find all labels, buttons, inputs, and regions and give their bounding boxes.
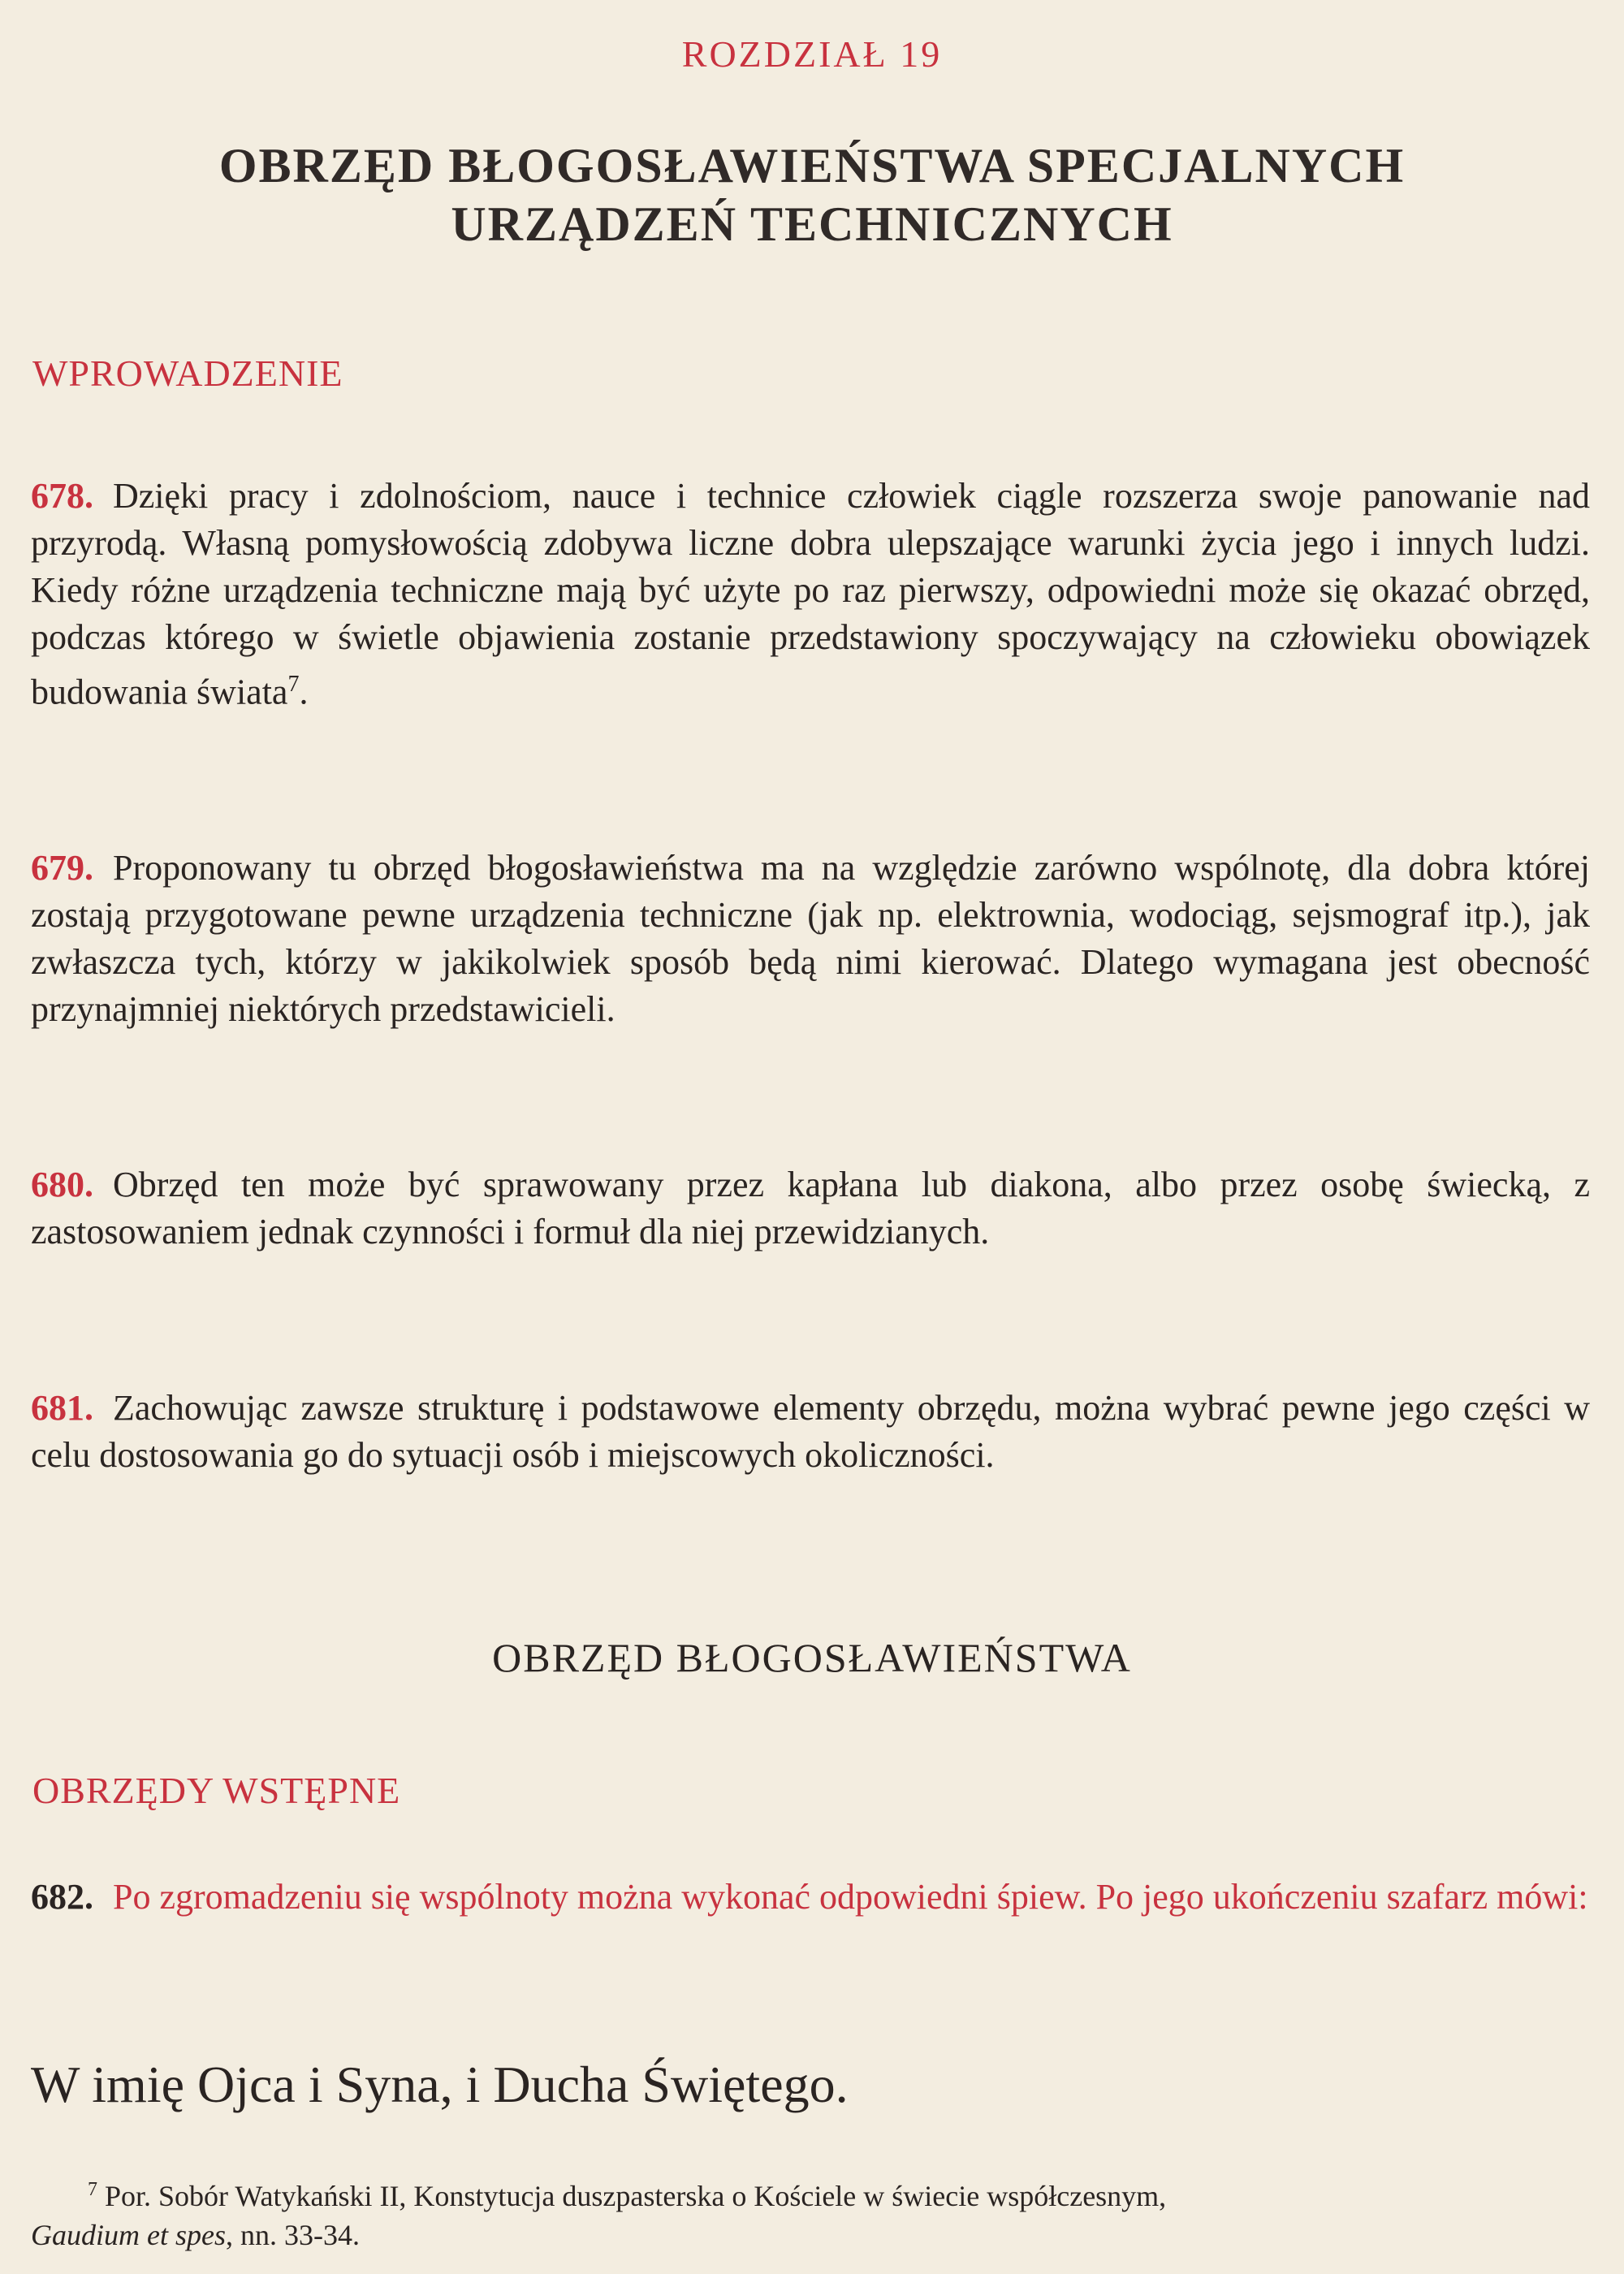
chapter-title-line-1: OBRZĘD BŁOGOSŁAWIEŃSTWA SPECJALNYCH [218,139,1406,192]
chapter-title [0,136,1624,253]
paragraph-text: Zachowując zawsze strukturę i podstawowe elementy obrzędu, można wybrać pewne jego części w celu dostosowania go do sytuacji osób i miejscowych okoliczności. [31,1388,1590,1475]
paragraph-number: 679. [31,848,93,888]
paragraph-number: 680. [31,1165,93,1204]
rite-heading: OBRZĘD BŁOGOSŁAWIEŃSTWA [492,1635,1132,1680]
paragraph-number: 681. [31,1388,93,1428]
paragraph-text: Dzięki pracy i zdolnościom, nauce i technice człowiek ciągle rozszerza swoje panowanie nad przyrodą. Własną pomysłowością zdobywa liczne dobra ulepszające warunki życia jego i innych ludzi. Kiedy różne urządzenia techniczne mają być użyte po raz pierwszy, odpowiedni może się okazać obrzęd, podczas którego w świetle objawienia zostanie przedstawiony spoczywający na człowieku obowiązek budowania świata [31,476,1590,712]
rubric-text: Po zgromadzeniu się wspólnoty można wykonać odpowiedni śpiew. Po jego ukończeniu szafarz mówi: [113,1877,1588,1917]
paragraph-tail: . [299,672,309,712]
footnote-ref: 7 [287,672,300,697]
footnote-italic-title: Gaudium et spes [31,2219,226,2251]
paragraph-678 [31,473,1590,716]
section-heading-introductory-rites: OBRZĘDY WSTĘPNE [32,1770,401,1811]
paragraph-681 [31,1385,1590,1479]
chapter-label: ROZDZIAŁ 19 [681,33,943,75]
footnote-tail: , nn. 33-34. [225,2219,360,2251]
footnote [31,2170,1590,2255]
paragraph-682 [31,1874,1590,1921]
footnote-text: Por. Sobór Watykański II, Konstytucja duszpasterska o Kościele w świecie współczesnym, [105,2180,1167,2212]
paragraph-text: Obrzęd ten może być sprawowany przez kapłana lub diakona, albo przez osobę świecką, z zastosowaniem jednak czynności i formuł dla niej przewidzianych. [31,1165,1590,1252]
invocation-text: W imię Ojca i Syna, i Ducha Świętego. [31,2056,849,2113]
footnote-marker: 7 [88,2179,97,2200]
paragraph-679 [31,845,1590,1033]
chapter-title-line-2: URZĄDZEŃ TECHNICZNYCH [451,197,1173,251]
paragraph-680 [31,1161,1590,1256]
paragraph-number: 678. [31,476,93,516]
paragraph-text: Proponowany tu obrzęd błogosławieństwa ma na względzie zarówno wspólnotę, dla dobra której zostają przygotowane pewne urządzenia techniczne (jak np. elektrownia, wodociąg, sejsmograf itp.), jak zwłaszcza tych, którzy w jakikolwiek sposób będą nimi kierować. Dlatego wymagana jest obecność przynajmniej niektórych przedstawicieli. [31,848,1590,1029]
paragraph-number: 682. [31,1877,93,1917]
section-heading-intro: WPROWADZENIE [32,352,343,394]
